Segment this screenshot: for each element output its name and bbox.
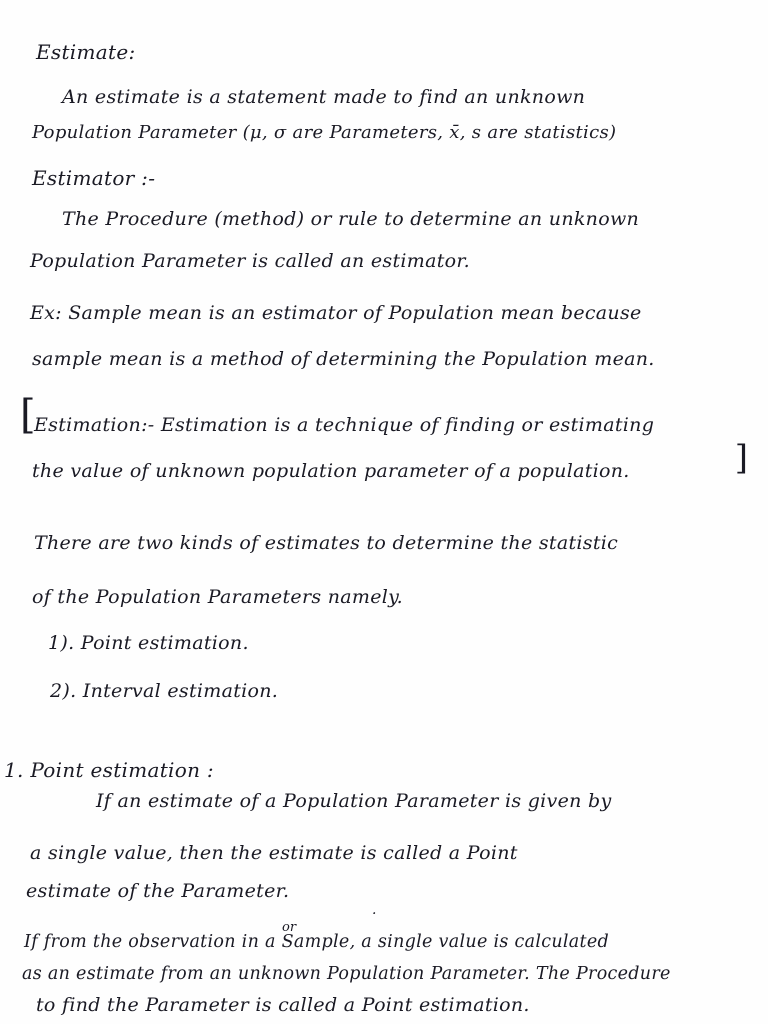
kinds-line-2: of the Population Parameters namely.	[32, 586, 403, 608]
estimation-line-2: the value of unknown population parameter of a population.	[32, 460, 630, 482]
estimator-line-1: The Procedure (method) or rule to determine an unknown	[62, 208, 640, 230]
estimate-line-1: An estimate is a statement made to find an unknown	[62, 86, 586, 108]
pen-dot-mark: ·	[372, 906, 377, 922]
example-line-1: Ex: Sample mean is an estimator of Population mean because	[30, 302, 642, 324]
point-line-1: If an estimate of a Population Parameter is given by	[96, 790, 612, 812]
estimate-line-2: Population Parameter (μ, σ are Parameters, x̄, s are statistics)	[32, 122, 617, 143]
kinds-item-1: 1). Point estimation.	[48, 632, 249, 654]
point-estimation-heading: 1. Point estimation :	[4, 758, 214, 782]
point-line-6: to find the Parameter is called a Point estimation.	[36, 994, 530, 1016]
kinds-item-2: 2). Interval estimation.	[50, 680, 279, 702]
or-insertion-mark: or	[282, 920, 297, 935]
close-bracket-mark: ]	[734, 438, 748, 478]
kinds-line-1: There are two kinds of estimates to determine the statistic	[34, 532, 619, 554]
estimator-line-2: Population Parameter is called an estimator.	[30, 250, 471, 272]
estimation-line-1: Estimation:- Estimation is a technique of finding or estimating	[34, 414, 655, 436]
estimator-heading: Estimator :-	[32, 166, 156, 190]
point-line-5: as an estimate from an unknown Population Parameter. The Procedure	[22, 964, 671, 984]
open-bracket-mark: [	[20, 392, 36, 438]
estimate-heading: Estimate:	[36, 40, 136, 64]
point-line-4: If from the observation in a Sample, a single value is calculated	[24, 932, 610, 952]
point-line-2: a single value, then the estimate is called a Point	[30, 842, 518, 864]
point-line-3: estimate of the Parameter.	[26, 880, 290, 902]
example-line-2: sample mean is a method of determining the Population mean.	[32, 348, 655, 370]
